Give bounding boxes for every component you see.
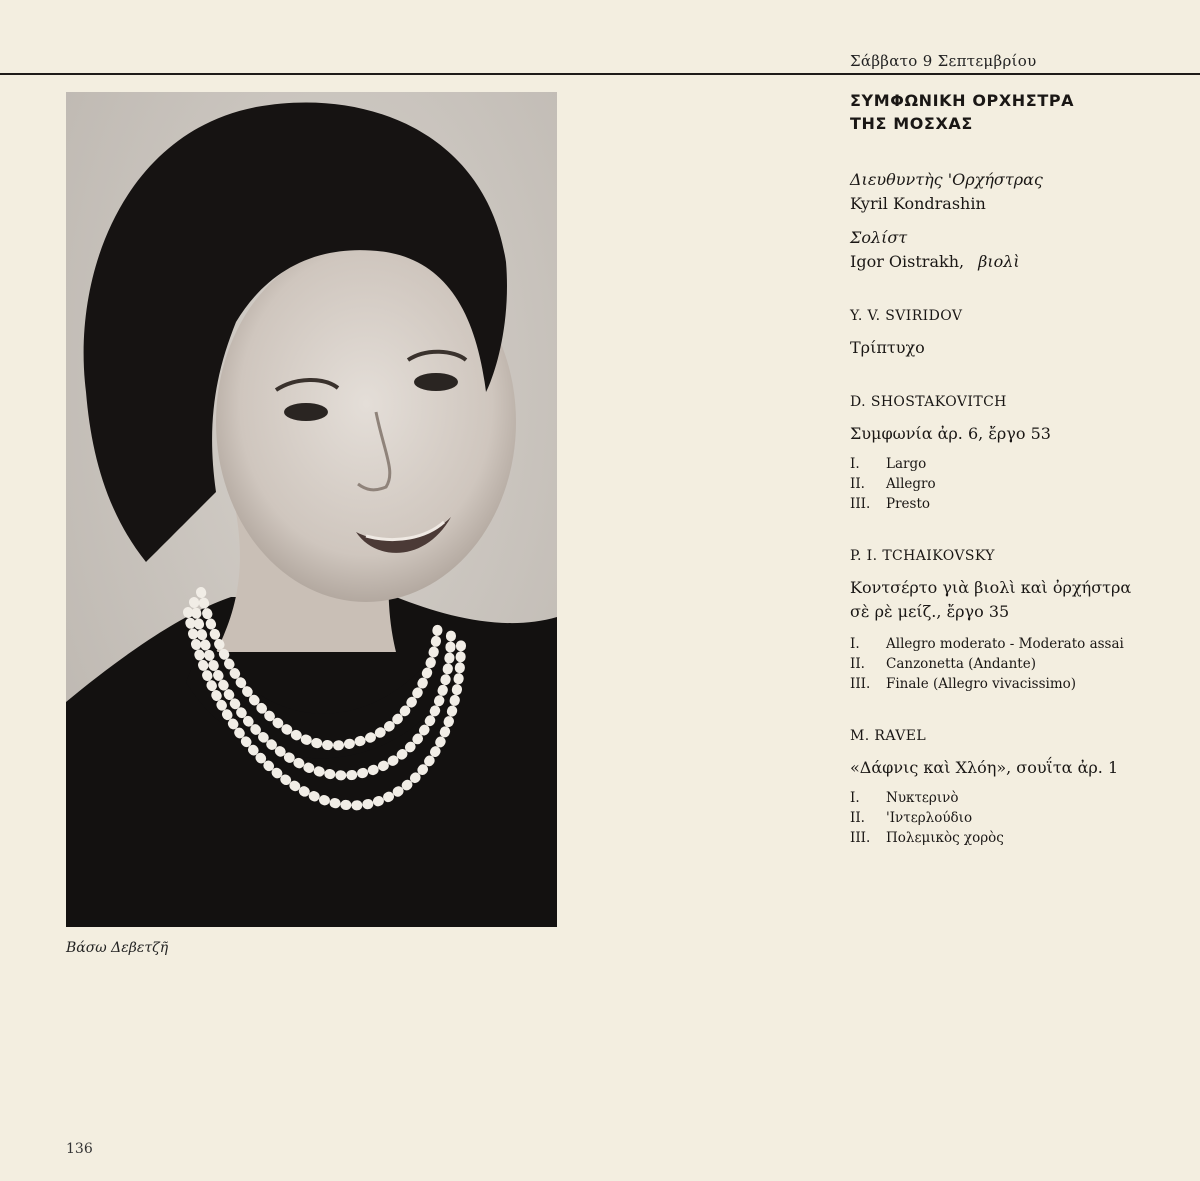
work-shostakovitch: Συμφωνία ἀρ. 6, ἔργο 53 [850, 424, 1051, 443]
composer-shostakovitch: D. SHOSTAKOVITCH [850, 394, 1007, 410]
movement-item: II. Allegro [850, 476, 936, 492]
orchestra-title-line1: ΣΥΜΦΩΝΙΚΗ ΟΡΧΗΣΤΡΑ [850, 91, 1075, 110]
movement-item: II. Canzonetta (Andante) [850, 656, 1036, 672]
orchestra-title-line2: ΤΗΣ ΜΟΣΧΑΣ [850, 114, 973, 133]
work-ravel: «Δάφνις καὶ Χλόη», σουΐτα ἀρ. 1 [850, 758, 1119, 777]
movements-shostakovitch [850, 454, 936, 514]
soloist-instrument: βιολὶ [978, 252, 1020, 271]
movement-item: III. Presto [850, 496, 931, 512]
composer-ravel: M. RAVEL [850, 728, 927, 744]
movement-item: III. Πολεμικὸς χορὸς [850, 830, 1004, 846]
work-tchaikovsky-line1: Κοντσέρτο γιὰ βιολὶ καὶ ὀρχήστρα [850, 578, 1132, 597]
soloist-line [850, 252, 1020, 271]
work-tchaikovsky-line2: σὲ ρὲ μείζ., ἔργο 35 [850, 602, 1010, 621]
portrait-illustration [66, 92, 557, 927]
page-number: 136 [66, 1141, 93, 1157]
movement-item: II. 'Ιντερλούδιο [850, 810, 973, 826]
conductor-name: Kyril Kondrashin [850, 194, 986, 213]
header-rule [0, 73, 1200, 75]
soloist-name: Igor Oistrakh, [850, 252, 965, 271]
work-sviridov: Τρίπτυχο [850, 338, 925, 357]
page-date: Σάββατο 9 Σεπτεμβρίου [850, 52, 1037, 70]
movement-item: I. Allegro moderato - Moderato assai [850, 636, 1124, 652]
conductor-role: Διευθυντὴς 'Ορχήστρας [850, 170, 1043, 189]
portrait-photo [66, 92, 557, 927]
soloist-role: Σολίστ [850, 228, 908, 247]
movement-item: I. Largo [850, 456, 927, 472]
movement-item: I. Νυκτερινὸ [850, 790, 959, 806]
photo-caption: Βάσω Δεβετζῆ [66, 940, 169, 956]
composer-sviridov: Y. V. SVIRIDOV [850, 308, 963, 324]
movements-ravel [850, 788, 1004, 848]
movements-tchaikovsky [850, 634, 1190, 694]
movement-item: III. Finale (Allegro vivacissimo) [850, 676, 1077, 692]
composer-tchaikovsky: P. I. TCHAIKOVSKY [850, 548, 995, 564]
